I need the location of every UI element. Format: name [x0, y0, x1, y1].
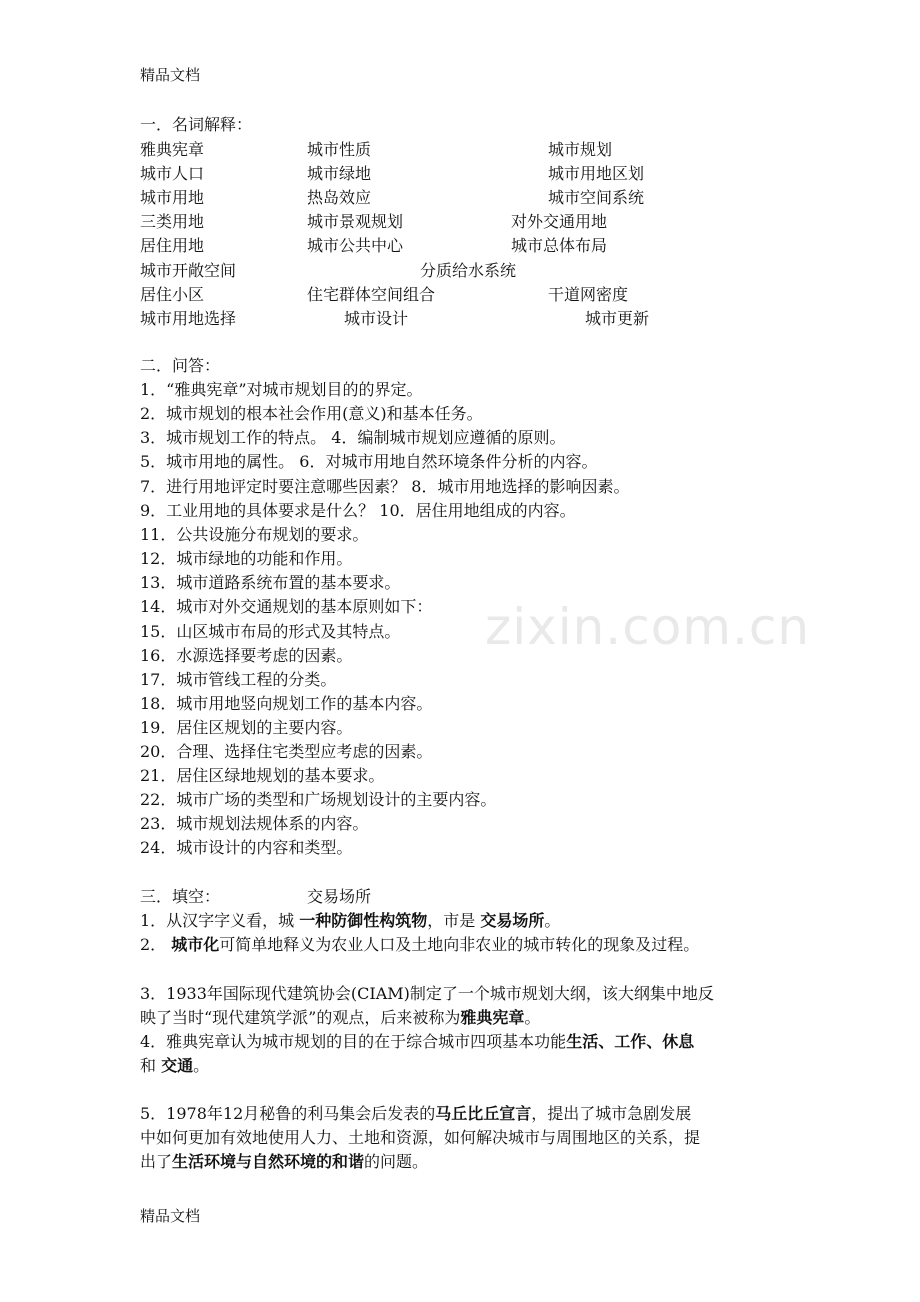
question-item: 14．城市对外交通规划的基本原则如下：: [140, 597, 433, 616]
question-item: 12．城市绿地的功能和作用。: [140, 549, 353, 568]
question-item: 1．“雅典宪章”对城市规划目的的界定。: [140, 380, 423, 399]
term: 城市开敞空间: [140, 261, 237, 280]
question-item: 3．城市规划工作的特点。 4．编制城市规划应遵循的原则。: [140, 428, 566, 447]
fill-item-2: 2． 城市化可简单地释义为农业人口及土地向非农业的城市转化的现象及过程。: [140, 935, 700, 954]
question-item: 7．进行用地评定时要注意哪些因素？ 8．城市用地选择的影响因素。: [140, 477, 630, 496]
term: 对外交通用地: [511, 212, 608, 231]
term: 城市用地选择: [140, 309, 237, 328]
fill-item-5-line-1: 5．1978年12月秘鲁的利马集会后发表的马丘比丘宣言，提出了城市急剧发展: [140, 1104, 692, 1123]
term: 城市用地区划: [548, 164, 645, 183]
question-item: 9．工业用地的具体要求是什么？ 10．居住用地组成的内容。: [140, 501, 576, 520]
fill-item-5-line-3: 出了生活环境与自然环境的和谐的问题。: [140, 1152, 429, 1171]
term: 城市绿地: [307, 164, 372, 183]
answer-text: 城市化: [171, 935, 220, 954]
question-item: 2．城市规划的根本社会作用(意义)和基本任务。: [140, 404, 483, 423]
term: 城市公共中心: [307, 236, 404, 255]
answer-text: 一种防御性构筑物: [299, 911, 428, 930]
term: 干道网密度: [548, 285, 629, 304]
term: 城市用地: [140, 188, 205, 207]
section-3-title-note: 交易场所: [307, 887, 372, 906]
term: 城市更新: [585, 309, 650, 328]
term: 三类用地: [140, 212, 205, 231]
answer-text: 交易场所: [480, 911, 545, 930]
term: 城市景观规划: [307, 212, 404, 231]
fill-item-4-line-2: 和 交通。: [140, 1056, 210, 1075]
watermark: zixin.com.cn: [485, 598, 811, 656]
fill-item-3-line-2: 映了当时“现代建筑学派”的观点，后来被称为雅典宪章。: [140, 1008, 541, 1027]
question-item: 17．城市管线工程的分类。: [140, 670, 337, 689]
page-footer-label: 精品文档: [140, 1207, 201, 1225]
fill-item-3-line-1: 3．1933年国际现代建筑协会(CIAM)制定了一个城市规划大纲，该大纲集中地反: [140, 984, 714, 1003]
term: 居住小区: [140, 285, 205, 304]
term: 城市总体布局: [511, 236, 608, 255]
answer-text: 马丘比丘宣言: [435, 1104, 532, 1123]
term: 热岛效应: [307, 188, 372, 207]
question-item: 16．水源选择要考虑的因素。: [140, 646, 353, 665]
question-item: 21．居住区绿地规划的基本要求。: [140, 766, 385, 785]
question-item: 22．城市广场的类型和广场规划设计的主要内容。: [140, 790, 497, 809]
term: 城市设计: [344, 309, 409, 328]
section-3-title: 三．填空：: [140, 887, 221, 906]
term: 住宅群体空间组合: [307, 285, 436, 304]
fill-item-4-line-1: 4．雅典宪章认为城市规划的目的在于综合城市四项基本功能生活、工作、休息: [140, 1032, 695, 1051]
fill-item-1: 1．从汉字字义看，城 一种防御性构筑物，市是 交易场所。: [140, 911, 561, 930]
question-item: 15．山区城市布局的形式及其特点。: [140, 622, 401, 641]
term: 雅典宪章: [140, 140, 205, 159]
term: 城市空间系统: [548, 188, 645, 207]
question-item: 11．公共设施分布规划的要求。: [140, 525, 369, 544]
question-item: 24．城市设计的内容和类型。: [140, 838, 353, 857]
section-1-title: 一．名词解释：: [140, 115, 253, 134]
answer-text: 生活环境与自然环境的和谐: [172, 1152, 365, 1171]
fill-item-5-line-2: 中如何更加有效地使用人力、土地和资源，如何解决城市与周围地区的关系，提: [140, 1128, 701, 1147]
question-item: 20．合理、选择住宅类型应考虑的因素。: [140, 742, 433, 761]
question-item: 23．城市规划法规体系的内容。: [140, 814, 369, 833]
term: 居住用地: [140, 236, 205, 255]
term: 分质给水系统: [420, 261, 517, 280]
answer-text: 雅典宪章: [460, 1008, 525, 1027]
term: 城市规划: [548, 140, 613, 159]
question-item: 19．居住区规划的主要内容。: [140, 718, 353, 737]
page-header-label: 精品文档: [140, 66, 201, 84]
term: 城市人口: [140, 164, 205, 183]
answer-text: 交通: [161, 1056, 194, 1075]
term: 城市性质: [307, 140, 372, 159]
question-item: 5．城市用地的属性。 6．对城市用地自然环境条件分析的内容。: [140, 452, 598, 471]
section-2-title: 二．问答：: [140, 356, 221, 375]
question-item: 18．城市用地竖向规划工作的基本内容。: [140, 694, 433, 713]
question-item: 13．城市道路系统布置的基本要求。: [140, 573, 401, 592]
answer-text: 生活、工作、休息: [566, 1032, 695, 1051]
